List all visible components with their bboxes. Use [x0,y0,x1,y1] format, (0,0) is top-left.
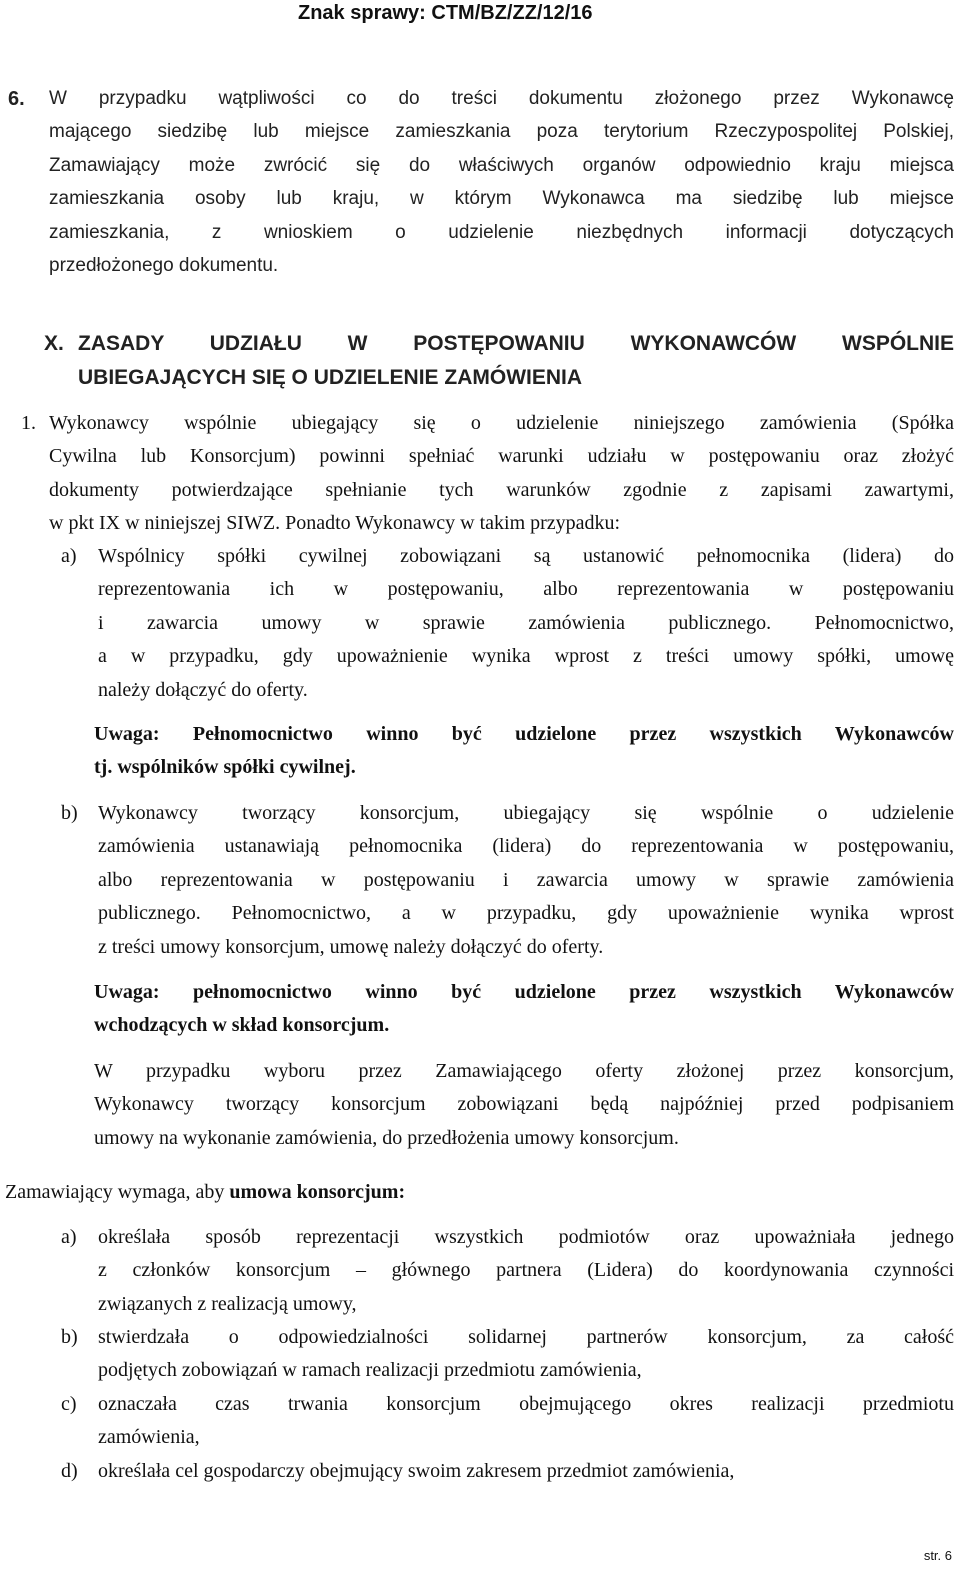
text-line: związanych z realizacją umowy, [98,1292,357,1315]
point-1-continuation [49,440,954,540]
text-line: stwierdzała o odpowiedzialności solidarnej partnerów konsorcjum, za całość [98,1326,954,1348]
text-line: z członków konsorcjum – głównego partnera (Lidera) do koordynowania czynności [98,1259,954,1282]
req-item-a-marker: a) [61,1226,77,1248]
section-title-line: ZASADY UDZIAŁU W POSTĘPOWANIU WYKONAWCÓW WSPÓLNIE [78,332,954,355]
point-1-number: 1. [21,412,36,434]
text-line: Wykonawcy wspólnie ubiegający się o udzielenie niniejszego zamówienia (Spółka [49,412,954,434]
note-line: Uwaga: Pełnomocnictwo winno być udzielone przez wszystkich Wykonawców [94,723,954,745]
requirement-intro-bold: umowa konsorcjum: [229,1181,406,1203]
section-x-title [78,327,954,395]
requirement-intro [5,1176,954,1209]
note-line: tj. wspólników spółki cywilnej. [94,756,356,779]
text-line: mającego siedzibę lub miejsce zamieszkania poza terytorium Rzeczypospolitej Polskiej, [49,121,954,143]
section-title-line: UBIEGAJĄCYCH SIĘ O UDZIELENIE ZAMÓWIENIA [78,366,583,389]
req-item-a [98,1221,954,1321]
req-item-d-marker: d) [61,1460,78,1482]
req-item-b-marker: b) [61,1326,78,1348]
text-line: podjętych zobowiązań w ramach realizacji przedmiotu zamówienia, [98,1359,642,1382]
req-item-b [98,1321,954,1388]
text-line: i zawarcia umowy w sprawie zamówienia publicznego. Pełnomocnictwo, [98,611,954,634]
note-b [94,976,954,1043]
text-line: zamówienia ustanawiają pełnomocnika (lidera) do reprezentowania w postępowaniu, [98,835,954,858]
text-line: oznaczała czas trwania konsorcjum obejmującego okres realizacji przedmiotu [98,1393,954,1415]
point-1-paragraph [49,407,954,440]
req-item-c [98,1388,954,1455]
text-line: zamieszkania osoby lub kraju, w którym Wykonawca ma siedzibę lub miejsce [49,188,954,210]
note-line: Uwaga: pełnomocnictwo winno być udzielone przez wszystkich Wykonawców [94,981,954,1003]
text-line: Cywilna lub Konsorcjum) powinni spełniać warunki udziału w postępowaniu oraz złożyć [49,445,954,468]
text-line: określała cel gospodarczy obejmujący swoim zakresem przedmiot zamówienia, [98,1460,735,1482]
section-6-paragraph [49,82,954,282]
text-line: określała sposób reprezentacji wszystkich podmiotów oraz upoważniała jednego [98,1226,954,1248]
text-line: publicznego. Pełnomocnictwo, a w przypadku, gdy upoważnienie wynika wprost [98,902,954,925]
section-6-number: 6. [8,88,25,110]
text-line: zamieszkania, z wnioskiem o udzielenie niezbędnych informacji dotyczących [49,221,954,243]
text-line: należy dołączyć do oferty. [98,678,308,701]
text-line: Wykonawcy tworzący konsorcjum, ubiegający się wspólnie o udzielenie [98,802,954,824]
note-a [94,718,954,785]
text-line: przedłożonego dokumentu. [49,255,279,277]
text-line: w pkt IX w niniejszej SIWZ. Ponadto Wykonawcy w takim przypadku: [49,512,621,535]
text-line: zamówienia, [98,1426,200,1449]
requirement-intro-text: Zamawiający wymaga, aby [5,1181,230,1203]
text-line: Wspólnicy spółki cywilnej zobowiązani są ustanowić pełnomocnika (lidera) do [98,545,954,567]
item-a-marker: a) [61,545,77,567]
item-b-paragraph [98,797,954,964]
text-line: umowy na wykonanie zamówienia, do przedłożenia umowy konsorcjum. [94,1126,679,1149]
text-line: dokumenty potwierdzające spełnianie tych warunków zgodnie z zapisami zawartymi, [49,478,954,501]
text-line: Zamawiający może zwrócić się do właściwych organów odpowiednio kraju miejsca [49,154,954,176]
req-item-d [98,1455,954,1488]
note-line: wchodzących w skład konsorcjum. [94,1014,390,1037]
case-number-header: Znak sprawy: CTM/BZ/ZZ/12/16 [298,2,593,24]
req-item-c-marker: c) [61,1393,77,1415]
page-number: str. 6 [923,1548,952,1563]
text-line: z treści umowy konsorcjum, umowę należy dołączyć do oferty. [98,935,604,958]
item-a-paragraph [98,540,954,707]
section-x-number: X. [44,332,64,355]
text-line: W przypadku wątpliwości co do treści dokumentu złożonego przez Wykonawcę [49,88,954,109]
text-line: reprezentowania ich w postępowaniu, albo reprezentowania w postępowaniu [98,578,954,601]
text-line: W przypadku wyboru przez Zamawiającego oferty złożonej przez konsorcjum, [94,1060,954,1082]
consortium-paragraph [94,1055,954,1155]
item-b-marker: b) [61,802,78,824]
text-line: albo reprezentowania w postępowaniu i zawarcia umowy w sprawie zamówienia [98,868,954,891]
text-line: a w przypadku, gdy upoważnienie wynika wprost z treści umowy spółki, umowę [98,645,954,668]
text-line: Wykonawcy tworzący konsorcjum zobowiązani będą najpóźniej przed podpisaniem [94,1093,954,1116]
